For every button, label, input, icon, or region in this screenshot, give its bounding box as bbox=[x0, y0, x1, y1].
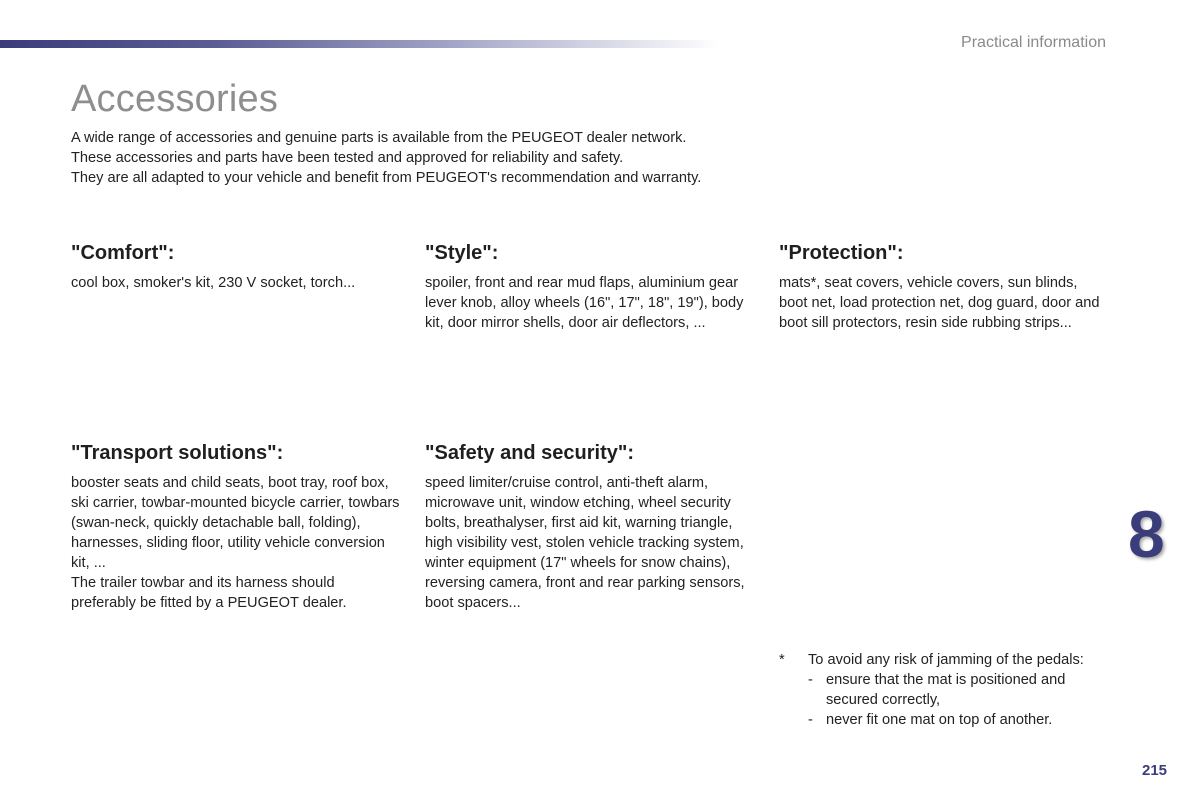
category-text: mats*, seat covers, vehicle covers, sun blinds, boot net, load protection net, dog guard, door and boot sill protectors, resin side rubbing strips... bbox=[779, 275, 1100, 331]
footnote-item-text: ensure that the mat is positioned and secured correctly, bbox=[826, 672, 1066, 708]
category-transport bbox=[71, 441, 401, 613]
category-safety bbox=[425, 441, 755, 613]
page-title: Accessories bbox=[71, 78, 279, 120]
dash-bullet: - bbox=[808, 712, 813, 728]
intro-paragraph bbox=[71, 128, 871, 188]
page-number: 215 bbox=[1142, 762, 1168, 779]
header-gradient-bar bbox=[0, 40, 720, 48]
footnote-item-text: never fit one mat on top of another. bbox=[826, 712, 1053, 728]
category-text: cool box, smoker's kit, 230 V socket, torch... bbox=[71, 275, 356, 291]
category-heading: "Protection": bbox=[779, 242, 904, 264]
footnote-marker: * bbox=[779, 652, 785, 668]
category-comfort bbox=[71, 241, 406, 293]
category-note: The trailer towbar and its harness should preferably be fitted by a PEUGEOT dealer. bbox=[71, 575, 347, 611]
category-heading: "Transport solutions": bbox=[71, 442, 284, 464]
footnote-intro: To avoid any risk of jamming of the pedals: bbox=[808, 652, 1084, 668]
footnote-intro-line bbox=[779, 650, 1119, 670]
category-text: spoiler, front and rear mud flaps, aluminium gear lever knob, alloy wheels (16", 17", 18", 19"), body kit, door mirror shells, door air deflectors, ... bbox=[425, 275, 744, 331]
category-text: booster seats and child seats, boot tray, roof box, ski carrier, towbar-mounted bicycle carrier, towbars (swan-neck, quickly detachable ball, folding), harnesses, sliding floor, utility vehicle conversion kit, ... bbox=[71, 475, 400, 571]
intro-line: They are all adapted to your vehicle and benefit from PEUGEOT's recommendation and warranty. bbox=[71, 170, 702, 186]
chapter-number: 8 bbox=[1128, 497, 1165, 571]
footnote bbox=[779, 650, 1119, 730]
category-text: speed limiter/cruise control, anti-theft alarm, microwave unit, window etching, wheel security bolts, breathalyser, first aid kit, warning triangle, high visibility vest, stolen vehicle tracking system, winter equipment (17" wheels for snow chains), reversing camera, front and rear parking sensors, boot spacers... bbox=[425, 475, 745, 611]
category-heading: "Comfort": bbox=[71, 242, 175, 264]
intro-line: These accessories and parts have been tested and approved for reliability and safety. bbox=[71, 150, 624, 166]
category-protection bbox=[779, 241, 1109, 333]
footnote-item bbox=[779, 710, 1119, 730]
category-heading: "Style": bbox=[425, 242, 499, 264]
category-style bbox=[425, 241, 760, 333]
footnote-item bbox=[779, 670, 1119, 710]
section-label: Practical information bbox=[961, 34, 1106, 51]
category-heading: "Safety and security": bbox=[425, 442, 635, 464]
dash-bullet: - bbox=[808, 672, 813, 688]
intro-line: A wide range of accessories and genuine parts is available from the PEUGEOT dealer network. bbox=[71, 130, 687, 146]
